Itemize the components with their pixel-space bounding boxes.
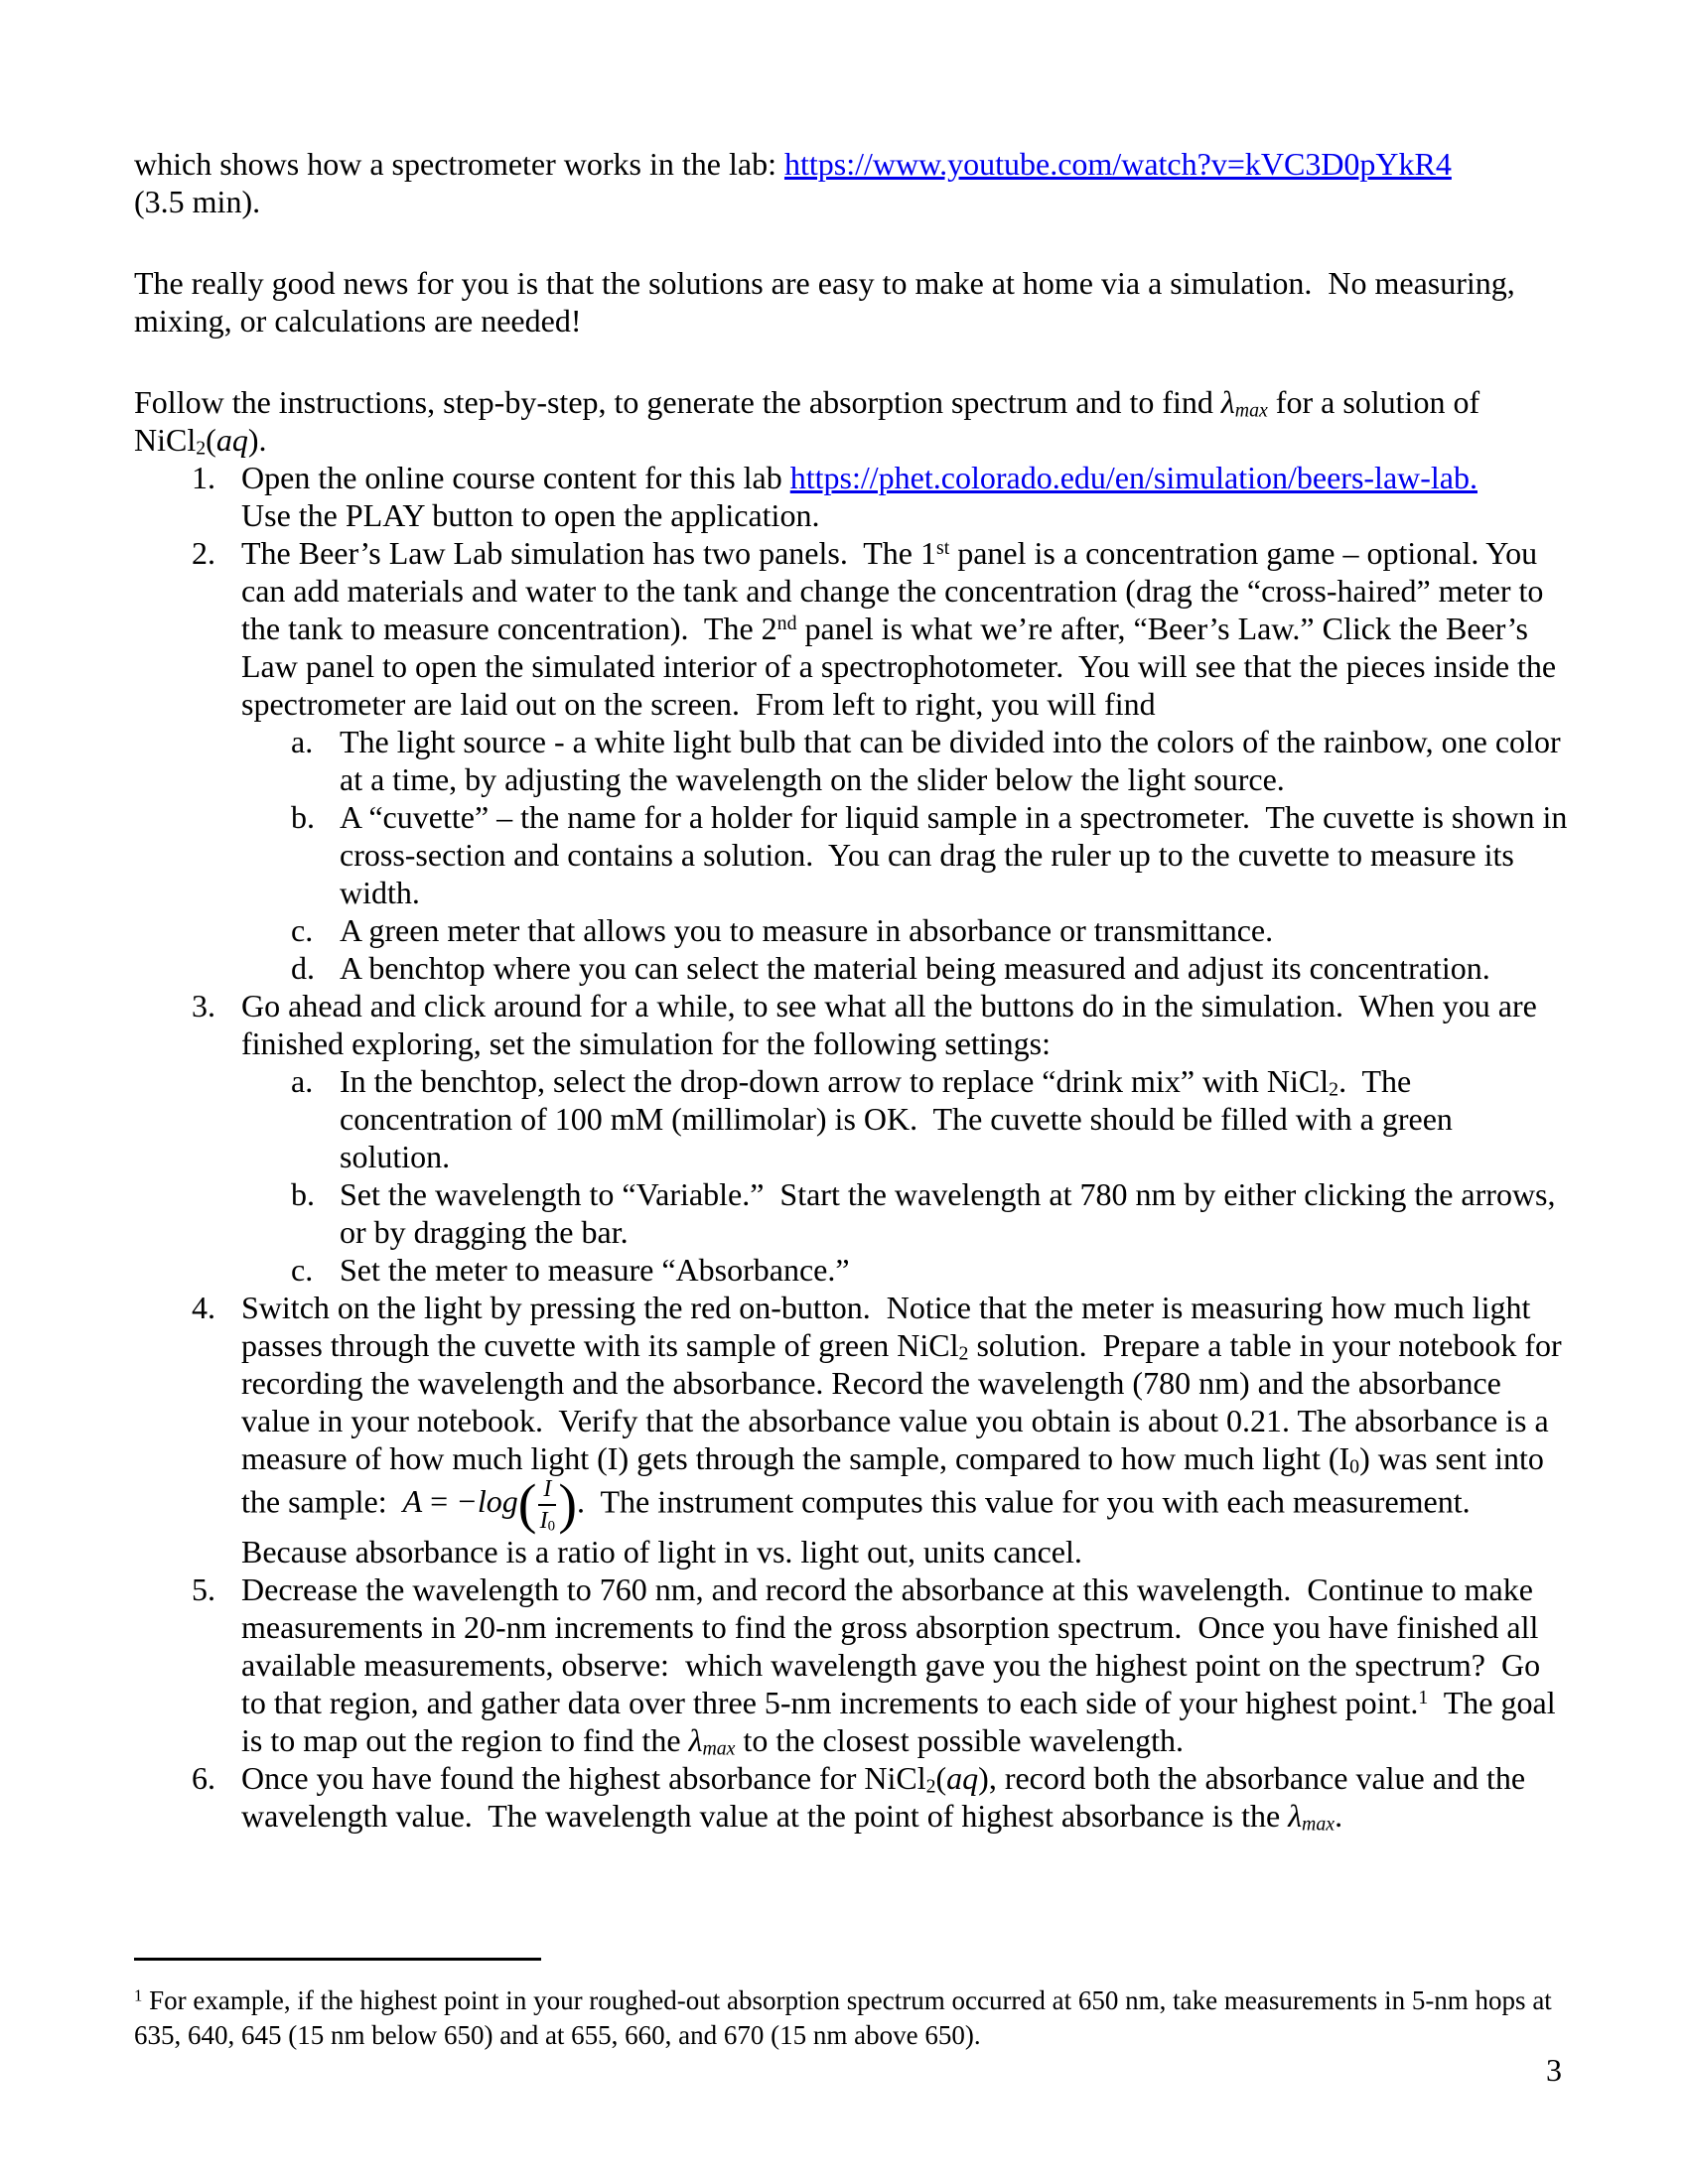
substep-item-2b [241, 798, 1576, 911]
step-item-1 [134, 459, 1569, 534]
substep-item-3c [241, 1251, 1569, 1289]
step-text: Go ahead and click around for a while, to see what all the buttons do in the simulation. When you are finished exploring, set the simulation for the following settings: [241, 988, 1545, 1061]
step-text: . [1335, 1798, 1343, 1834]
absorbance-formula [402, 1474, 578, 1536]
step-item-5 [134, 1570, 1569, 1759]
substep-item-3b [241, 1175, 1569, 1251]
step-body [241, 459, 1569, 534]
step-text: panel is a concentration game – optional. You can add materials and water to the tank and change the concentration (drag the “cross-haired” meter to the tank to measure concentration). The 2 [241, 535, 1552, 646]
step-text: Use the PLAY button to open the application. [241, 497, 820, 533]
ordinal-superscript: st [935, 537, 950, 560]
step-text: ( [935, 1760, 947, 1796]
step-text: ), record both the absorbance value and the wavelength value. The wavelength value at the point of highest absorbance is the [241, 1760, 1534, 1834]
substep-text: Set the wavelength to “Variable.” Start the wavelength at 780 nm by either clicking the arrows, or by dragging the bar. [340, 1176, 1564, 1250]
substep-text: Set the meter to measure “Absorbance.” [340, 1252, 850, 1288]
formula-minus-log: −log [456, 1483, 518, 1520]
right-paren: ) [558, 1474, 578, 1536]
formula-I: I [543, 1476, 552, 1502]
paragraph-text: (3.5 min). [134, 184, 261, 219]
substep-body [340, 1175, 1569, 1251]
intensity-ratio-fraction [538, 1477, 556, 1533]
step-item-2 [134, 534, 1576, 987]
formula-equals: = [422, 1483, 457, 1520]
step-text: ) was sent into the sample: [241, 1440, 1552, 1520]
substep-text: . The concentration of 100 mM (millimolar) is OK. The cuvette should be filled with a green solution. [340, 1063, 1461, 1174]
left-paren: ( [517, 1474, 537, 1536]
substep-text: A “cuvette” – the name for a holder for liquid sample in a spectrometer. The cuvette is shown in cross-section and contains a solution. You can drag the ruler up to the cuvette to measure its width. [340, 799, 1576, 910]
substep-letter: c. [291, 1252, 314, 1288]
footnote-reference: 1 [1418, 1687, 1429, 1709]
lambda-max-subscript: max [702, 1737, 736, 1760]
substep-letter: b. [291, 799, 315, 835]
step-number: 6. [192, 1760, 215, 1796]
paragraph-text: The really good news for you is that the solutions are easy to make at home via a simulation. No measuring, mixing, or calculations are needed! [134, 265, 1523, 339]
step-text: panel is what we’re after, “Beer’s Law.” Click the Beer’s Law panel to open the simulated interior of a spectrophotometer. You will see that the pieces inside the spectrometer are laid out on the screen. From left to right, you will find [241, 611, 1565, 722]
lambda-symbol: λ [688, 1722, 703, 1758]
substep-letter: c. [291, 912, 314, 948]
aq-italic: aq [215, 422, 248, 458]
formula-A: A [402, 1483, 423, 1520]
page-number: 3 [1546, 2052, 1562, 2088]
step-number: 5. [192, 1571, 215, 1607]
step-text: Open the online course content for this lab [241, 460, 790, 495]
numbered-step-list [134, 459, 1576, 1836]
substep-item-2d [241, 949, 1569, 987]
step-number: 1. [192, 460, 215, 495]
step-item-4 [134, 1289, 1569, 1570]
substep-text: A benchtop where you can select the material being measured and adjust its concentration. [340, 950, 1490, 986]
nicl2-subscript: 2 [1329, 1078, 1339, 1101]
step-item-6 [134, 1759, 1569, 1835]
fraction-numerator [538, 1477, 556, 1506]
paragraph-text: ). [247, 422, 267, 458]
substep-item-2a [241, 723, 1569, 798]
lambda-symbol: λ [1220, 384, 1235, 420]
lambda-max-subscript: max [1234, 399, 1268, 422]
follow-instructions-paragraph [134, 383, 1569, 459]
footnote-separator [134, 1958, 541, 1961]
footnote [134, 1983, 1574, 2053]
substep-body [340, 949, 1569, 987]
paragraph-text: which shows how a spectrometer works in the lab: [134, 146, 784, 182]
substep-body [340, 1251, 1569, 1289]
substep-body [340, 723, 1569, 798]
step-text: Decrease the wavelength to 760 nm, and record the absorbance at this wavelength. Continue to make measurements in 20-nm increments to find the gross absorption spectrum. Once you have finished all available measurements, observe: which wavelength gave you the highest point on the spectrum? Go to that region, and gather data over three 5-nm increments to each side of your highest point. [241, 1571, 1549, 1720]
youtube-link[interactable]: https://www.youtube.com/watch?v=kVC3D0pYkR4 [783, 146, 1452, 182]
formula-I0-subscript: 0 [547, 1518, 556, 1535]
step-body [241, 1289, 1569, 1570]
substep-letter: a. [291, 1063, 314, 1099]
formula-I0: I [539, 1508, 548, 1534]
substep-text: The light source - a white light bulb that can be divided into the colors of the rainbow, one color at a time, by adjusting the wavelength on the slider below the light source. [340, 724, 1569, 797]
substep-body [340, 798, 1576, 911]
step-text: to the closest possible wavelength. [735, 1722, 1184, 1758]
fraction-denominator [538, 1506, 556, 1533]
substep-text: A green meter that allows you to measure in absorbance or transmittance. [340, 912, 1274, 948]
document-content [134, 145, 1576, 1836]
nicl2-subscript: 2 [925, 1775, 936, 1798]
step-body [241, 1759, 1569, 1835]
i-zero-subscript: 0 [1349, 1455, 1360, 1478]
step-text: The goal is to map out the region to find the [241, 1685, 1564, 1758]
paragraph-text: ( [206, 422, 216, 458]
paragraph-text: for a solution of NiCl [134, 384, 1488, 458]
aq-italic: aq [946, 1760, 979, 1796]
intro-video-paragraph [134, 145, 1569, 220]
footnote-text: For example, if the highest point in your roughed-out absorption spectrum occurred at 650 nm, take measurements in 5-nm hops at 635, 640, 645 (15 nm below 650) and at 655, 660, and 670 (15 nm above 650). [134, 1985, 1559, 2050]
good-news-paragraph [134, 264, 1569, 340]
substep-item-2c [241, 911, 1569, 949]
step-body [241, 1570, 1569, 1759]
nicl2-subscript: 2 [196, 437, 207, 460]
substep-text: In the benchtop, select the drop-down arrow to replace “drink mix” with NiCl [340, 1063, 1330, 1099]
footnote-marker: 1 [134, 1985, 143, 2005]
substep-item-3a [241, 1062, 1569, 1175]
substep-body [340, 1062, 1569, 1175]
step-number: 4. [192, 1290, 215, 1325]
substep-letter: d. [291, 950, 315, 986]
substep-letter: a. [291, 724, 314, 759]
substep-body [340, 911, 1569, 949]
paragraph-text: Follow the instructions, step-by-step, to generate the absorption spectrum and to find [134, 384, 1221, 420]
step-text: . The instrument computes this value for you with each measurement. Because absorbance is a ratio of light in vs. light out, units cancel. [241, 1483, 1486, 1570]
substep-letter: b. [291, 1176, 315, 1212]
step-text: solution. Prepare a table in your notebook for recording the wavelength and the absorbance. Record the wavelength (780 nm) and the absorbance value in your notebook. Verify that the absorbance value you obtain is about 0.21. The absorbance is a measure of how much light (I) gets through the sample, compared to how much light (I [241, 1327, 1570, 1476]
lambda-symbol: λ [1288, 1798, 1303, 1834]
nicl2-subscript: 2 [958, 1342, 969, 1365]
phet-simulation-link[interactable]: https://phet.colorado.edu/en/simulation/beers-law-lab. [789, 460, 1477, 495]
step-number: 3. [192, 988, 215, 1024]
step-text: Switch on the light by pressing the red on-button. Notice that the meter is measuring how much light passes through the cuvette with its sample of green NiCl [241, 1290, 1539, 1363]
step-body [241, 987, 1569, 1289]
lambda-max-subscript: max [1302, 1813, 1336, 1836]
step-body [241, 534, 1576, 987]
step-number: 2. [192, 535, 215, 571]
step-item-3 [134, 987, 1569, 1289]
ordinal-superscript: nd [776, 613, 797, 635]
step-text: The Beer’s Law Lab simulation has two panels. The 1 [241, 535, 936, 571]
step-text: Once you have found the highest absorbance for NiCl [241, 1760, 926, 1796]
